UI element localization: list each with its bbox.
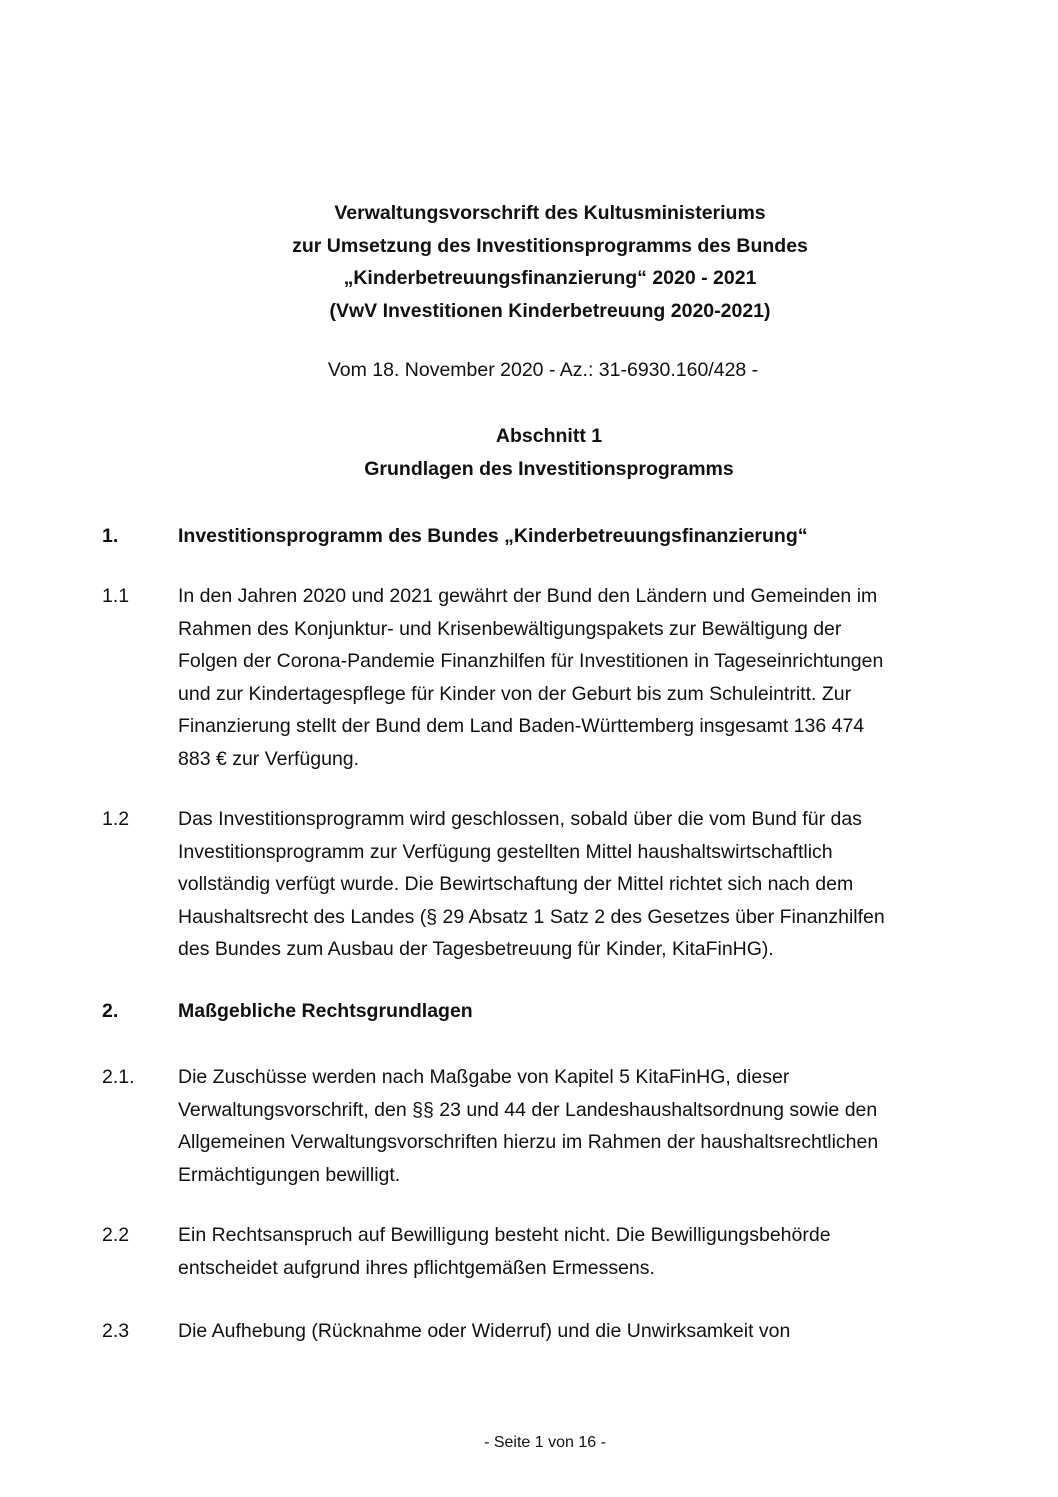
text-line: Rahmen des Konjunktur- und Krisenbewältigungspakets zur Bewältigung der [178,617,842,640]
title-line: „Kinderbetreuungsfinanzierung“ 2020 - 2021 [343,267,757,289]
page-number-footer: - Seite 1 von 16 - [484,1434,606,1451]
paragraph-text [178,1219,968,1284]
text-line: und zur Kindertagespflege für Kinder von der Geburt bis zum Schuleintritt. Zur [178,682,852,705]
paragraph-number: 1.1 [102,585,130,607]
section-label: Abschnitt 1 [495,425,603,447]
text-line: 883 € zur Verfügung. [178,747,360,770]
text-line: Folgen der Corona-Pandemie Finanzhilfen für Investitionen in Tageseinrichtungen [178,650,884,672]
title-line: zur Umsetzung des Investitionsprogramms des Bundes [292,234,808,257]
paragraph-text [178,995,968,1028]
text-line: Ein Rechtsanspruch auf Bewilligung besteht nicht. Die Bewilligungsbehörde [178,1224,831,1246]
text-line: Allgemeinen Verwaltungsvorschriften hierzu im Rahmen der haushaltsrechtlichen [178,1131,879,1153]
paragraph-number: 2.3 [102,1320,130,1342]
text-line: Haushaltsrecht des Landes (§ 29 Absatz 1 Satz 2 des Gesetzes über Finanzhilfen [178,905,885,928]
section-heading [0,420,1058,485]
text-line: Die Aufhebung (Rücknahme oder Widerruf) und die Unwirksamkeit von [178,1320,791,1342]
paragraph-number: 2. [102,1000,119,1022]
paragraph-text [178,803,968,966]
paragraph-text [178,1315,968,1348]
text-line: Verwaltungsvorschrift, den §§ 23 und 44 der Landeshaushaltsordnung sowie den [178,1098,878,1121]
text-line: Investitionsprogramm zur Verfügung gestellten Mittel haushaltswirtschaftlich [178,840,833,863]
paragraph-number: 2.1. [102,1066,135,1088]
text-line: vollständig verfügt wurde. Die Bewirtschaftung der Mittel richtet sich nach dem [178,873,854,895]
paragraph-text [178,1061,968,1191]
date-reference: Vom 18. November 2020 - Az.: 31-6930.160/428 - [327,359,759,381]
text-line: Ermächtigungen bewilligt. [178,1163,401,1186]
paragraph-number: 1. [102,525,119,547]
paragraph-number: 1.2 [102,808,130,830]
text-line: In den Jahren 2020 und 2021 gewährt der Bund den Ländern und Gemeinden im [178,585,878,607]
text-line: Investitionsprogramm des Bundes „Kinderbetreuungsfinanzierung“ [178,525,808,547]
text-line: Finanzierung stellt der Bund dem Land Baden-Württemberg insgesamt 136 474 [178,715,865,737]
text-line: entscheidet aufgrund ihres pflichtgemäßen Ermessens. [178,1256,655,1279]
title-line: (VwV Investitionen Kinderbetreuung 2020-2021) [329,299,771,322]
text-line: des Bundes zum Ausbau der Tagesbetreuung für Kinder, KitaFinHG). [178,938,774,960]
section-title: Grundlagen des Investitionsprogramms [364,457,734,480]
paragraph-text [178,580,968,775]
paragraph-number: 2.2 [102,1224,130,1246]
text-line: Maßgebliche Rechtsgrundlagen [178,1000,473,1022]
paragraph-text [178,520,968,553]
text-line: Das Investitionsprogramm wird geschlossen, sobald über die vom Bund für das [178,808,862,830]
text-line: Die Zuschüsse werden nach Maßgabe von Kapitel 5 KitaFinHG, dieser [178,1066,790,1088]
document-title [0,197,1058,327]
title-line: Verwaltungsvorschrift des Kultusministeriums [334,202,766,224]
